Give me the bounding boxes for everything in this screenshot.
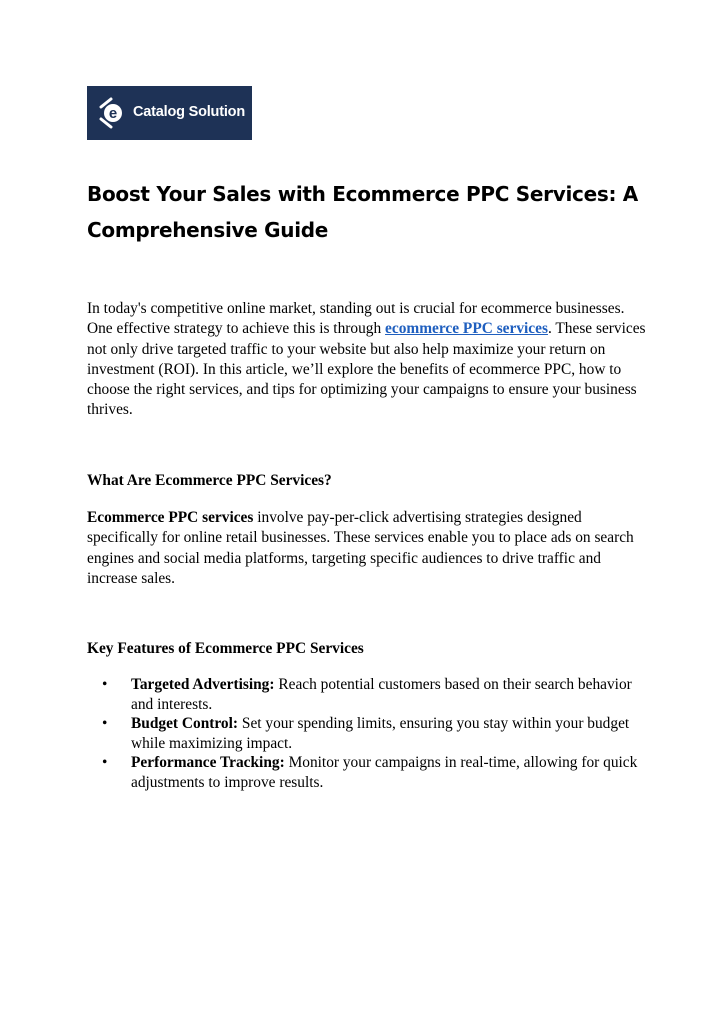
feature-term: Targeted Advertising:	[131, 676, 275, 693]
section1-text: involve pay-per-click advertising strategies designed specifically for online retail businesses. These services enable you to place ads on search engines and social media platforms, targeting specific audiences to drive traffic and increase sales.	[87, 509, 634, 587]
ecatalog-logo-icon	[93, 93, 133, 133]
feature-term: Budget Control:	[131, 715, 239, 732]
bullet-icon: •	[102, 715, 108, 732]
ecommerce-ppc-services-link[interactable]: ecommerce PPC services	[385, 320, 548, 338]
company-logo	[87, 86, 252, 140]
bullet-icon: •	[102, 754, 108, 771]
list-item	[87, 675, 647, 714]
feature-text: Reach potential customers based on their search behavior and interests.	[131, 676, 632, 713]
intro-text-before: In today's competitive online market, standing out is crucial for ecommerce businesses. One effective strategy to achieve this is through	[87, 300, 625, 338]
intro-text-after: . These services not only drive targeted traffic to your website but also help maximize your return on investment (ROI). In this article, we’ll explore the benefits of ecommerce PPC, how to choose the right services, and tips for optimizing your campaigns to ensure your business thrives.	[87, 320, 646, 419]
list-item	[87, 714, 647, 753]
features-list	[87, 675, 647, 792]
section-heading-key-features: Key Features of Ecommerce PPC Services	[87, 640, 364, 657]
feature-text: Set your spending limits, ensuring you stay within your budget while maximizing impact.	[131, 715, 630, 752]
list-item	[87, 753, 647, 792]
bullet-icon: •	[102, 676, 108, 693]
logo-text: Catalog Solution	[133, 104, 245, 120]
article-title: Boost Your Sales with Ecommerce PPC Services: A Comprehensive Guide	[87, 182, 638, 242]
feature-text: Monitor your campaigns in real-time, allowing for quick adjustments to improve results.	[131, 754, 638, 791]
section1-paragraph	[87, 508, 647, 589]
section1-bold-lead: Ecommerce PPC services	[87, 509, 254, 526]
feature-term: Performance Tracking:	[131, 754, 285, 771]
intro-paragraph	[87, 299, 647, 421]
section-heading-what-are: What Are Ecommerce PPC Services?	[87, 472, 332, 489]
logo-letter: e	[108, 105, 118, 122]
